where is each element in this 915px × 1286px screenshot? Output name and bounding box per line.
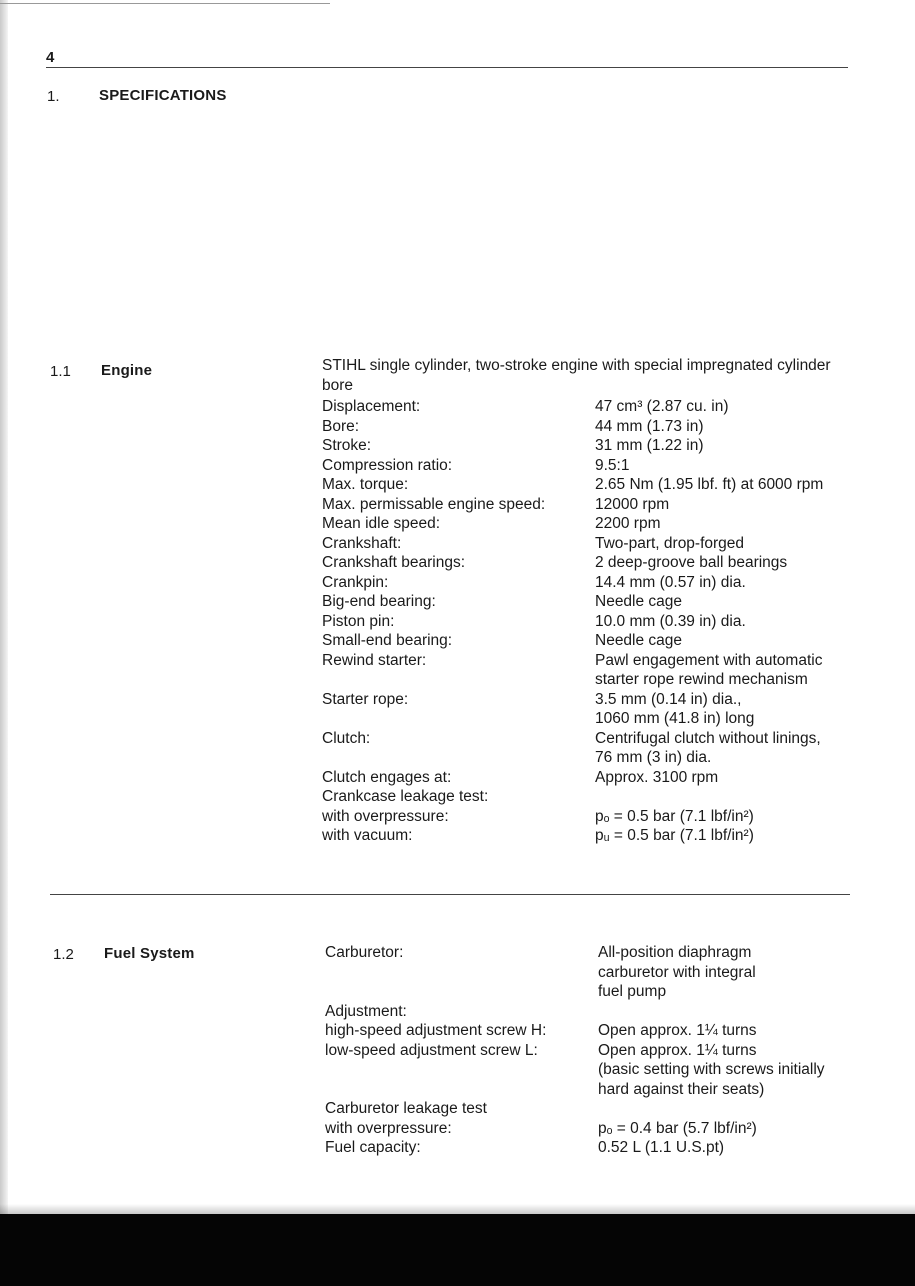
spec-value	[595, 807, 852, 827]
spec-label: Crankpin:	[322, 573, 389, 591]
spec-value-line: 47 cm³ (2.87 cu. in)	[595, 398, 729, 415]
spec-row	[322, 553, 852, 573]
spec-row	[325, 943, 855, 1002]
spec-label: Clutch:	[322, 729, 371, 747]
spec-value-line: (basic setting with screws initially	[598, 1061, 825, 1078]
chapter-number: 1.	[47, 88, 60, 105]
scan-background	[0, 1214, 915, 1286]
spec-row	[322, 514, 852, 534]
spec-row	[322, 397, 852, 417]
spec-label: Fuel capacity:	[325, 1139, 421, 1156]
spec-value-line: 3.5 mm (0.14 in) dia.,	[595, 690, 742, 708]
spec-value	[595, 651, 852, 690]
spec-row	[325, 1099, 855, 1119]
spec-value	[598, 1021, 855, 1041]
spec-label: Max. permissable engine speed:	[322, 495, 546, 513]
spec-value-line: starter rope rewind mechanism	[595, 671, 808, 688]
spec-value-line: 14.4 mm (0.57 in) dia.	[595, 573, 746, 591]
spec-row	[322, 768, 852, 788]
spec-row	[322, 417, 852, 437]
spec-label: Displacement:	[322, 398, 421, 415]
spec-label: Crankshaft:	[322, 534, 402, 552]
spec-value	[595, 553, 852, 573]
spec-row	[322, 729, 852, 768]
spec-value	[595, 631, 852, 651]
spec-value-line: All-position diaphragm	[598, 944, 752, 961]
spec-value	[598, 1099, 855, 1119]
spec-value-line: 1060 mm (41.8 in) long	[595, 710, 755, 727]
spec-label: with overpressure:	[322, 807, 449, 825]
spec-row	[325, 1119, 855, 1139]
spec-row	[322, 651, 852, 690]
spec-row	[322, 690, 852, 729]
spec-row	[325, 1002, 855, 1022]
section-divider	[50, 894, 850, 895]
spec-row	[325, 1138, 855, 1158]
spec-value-line: pᵤ = 0.5 bar (7.1 lbf/in²)	[595, 827, 754, 844]
spec-value	[598, 1138, 855, 1158]
spec-value-line: Open approx. 1¼ turns	[598, 1041, 757, 1059]
spec-value	[598, 1119, 855, 1139]
spec-value	[595, 787, 852, 807]
spec-value-line: 2 deep-groove ball bearings	[595, 554, 788, 571]
spec-value-line	[595, 787, 852, 807]
fuel-section-number: 1.2	[53, 946, 74, 963]
spec-row	[322, 436, 852, 456]
spec-label: Adjustment:	[325, 1002, 407, 1020]
spec-row	[322, 826, 852, 846]
spec-value-line	[598, 1002, 855, 1022]
header-rule	[46, 67, 848, 68]
spec-label: Bore:	[322, 417, 360, 435]
spec-row	[322, 534, 852, 554]
spec-value	[595, 826, 852, 846]
spec-value-line: 44 mm (1.73 in)	[595, 417, 704, 435]
spec-label: Mean idle speed:	[322, 515, 441, 532]
spec-value-line: Approx. 3100 rpm	[595, 768, 719, 786]
spec-value	[595, 456, 852, 476]
spec-value-line: 31 mm (1.22 in)	[595, 437, 704, 454]
spec-row	[325, 1021, 855, 1041]
spec-value-line: Needle cage	[595, 632, 683, 649]
fuel-section-title: Fuel System	[104, 945, 195, 962]
spec-row	[322, 612, 852, 632]
spec-label: Carburetor leakage test	[325, 1100, 487, 1117]
spec-value	[595, 612, 852, 632]
spec-label: Piston pin:	[322, 612, 395, 630]
spec-value	[595, 417, 852, 437]
fuel-spec-table	[325, 943, 855, 1158]
spec-value-line: pₒ = 0.5 bar (7.1 lbf/in²)	[595, 807, 754, 825]
spec-value-line: Open approx. 1¼ turns	[598, 1022, 757, 1039]
spec-label: Carburetor:	[325, 944, 404, 961]
spec-row	[322, 456, 852, 476]
spec-value-line: hard against their seats)	[598, 1080, 765, 1098]
spec-value-line: 9.5:1	[595, 456, 630, 474]
spec-value-line: pₒ = 0.4 bar (5.7 lbf/in²)	[598, 1119, 757, 1137]
spec-value-line: Needle cage	[595, 593, 683, 610]
spec-label: high-speed adjustment screw H:	[325, 1022, 547, 1039]
spec-value	[595, 514, 852, 534]
spec-label: Rewind starter:	[322, 651, 427, 669]
spec-label: Big-end bearing:	[322, 593, 436, 610]
spec-value	[595, 729, 852, 768]
spec-row	[322, 631, 852, 651]
spec-label: with vacuum:	[322, 827, 413, 844]
spec-value-line: carburetor with integral	[598, 963, 756, 981]
spec-value-line: 2200 rpm	[595, 515, 661, 532]
spec-value	[595, 592, 852, 612]
spec-value-line: 12000 rpm	[595, 495, 670, 513]
spec-label: Crankcase leakage test:	[322, 788, 489, 805]
page-top-edge	[0, 3, 330, 4]
spec-label: Clutch engages at:	[322, 768, 452, 786]
spec-value-line: Centrifugal clutch without linings,	[595, 729, 821, 747]
spec-row	[325, 1041, 855, 1100]
chapter-title: SPECIFICATIONS	[99, 87, 227, 104]
spec-value-line: fuel pump	[598, 983, 667, 1000]
engine-section-number: 1.1	[50, 363, 71, 380]
spec-value	[595, 573, 852, 593]
spec-label: low-speed adjustment screw L:	[325, 1041, 538, 1059]
spec-value	[595, 475, 852, 495]
spec-value	[595, 534, 852, 554]
spec-label: Crankshaft bearings:	[322, 554, 466, 571]
spec-value	[595, 397, 852, 417]
spec-label: Stroke:	[322, 437, 372, 454]
spec-value-line: 10.0 mm (0.39 in) dia.	[595, 612, 746, 630]
spec-row	[322, 592, 852, 612]
page-edge	[0, 0, 8, 1215]
spec-value	[598, 943, 855, 1002]
spec-value	[598, 1002, 855, 1022]
spec-row	[322, 807, 852, 827]
spec-row	[322, 495, 852, 515]
spec-value-line: 76 mm (3 in) dia.	[595, 749, 712, 766]
spec-value	[598, 1041, 855, 1100]
spec-label: Compression ratio:	[322, 456, 453, 474]
spec-row	[322, 787, 852, 807]
engine-spec-table	[322, 397, 852, 846]
page-number: 4	[46, 49, 55, 66]
spec-value-line: 0.52 L (1.1 U.S.pt)	[598, 1139, 725, 1156]
spec-value-line: Two-part, drop-forged	[595, 534, 745, 552]
spec-value-line: 2.65 Nm (1.95 lbf. ft) at 6000 rpm	[595, 476, 824, 493]
spec-label: with overpressure:	[325, 1119, 452, 1137]
spec-row	[322, 475, 852, 495]
engine-section-title: Engine	[101, 362, 153, 379]
spec-row	[322, 573, 852, 593]
spec-value	[595, 768, 852, 788]
spec-value	[595, 495, 852, 515]
spec-label: Small-end bearing:	[322, 632, 453, 649]
spec-value	[595, 690, 852, 729]
engine-intro: STIHL single cylinder, two-stroke engine with special impregnated cylinder bore	[322, 357, 831, 394]
spec-label: Starter rope:	[322, 690, 409, 708]
spec-value	[595, 436, 852, 456]
spec-label: Max. torque:	[322, 476, 409, 493]
spec-value-line: Pawl engagement with automatic	[595, 651, 823, 669]
spec-value-line	[598, 1099, 855, 1119]
